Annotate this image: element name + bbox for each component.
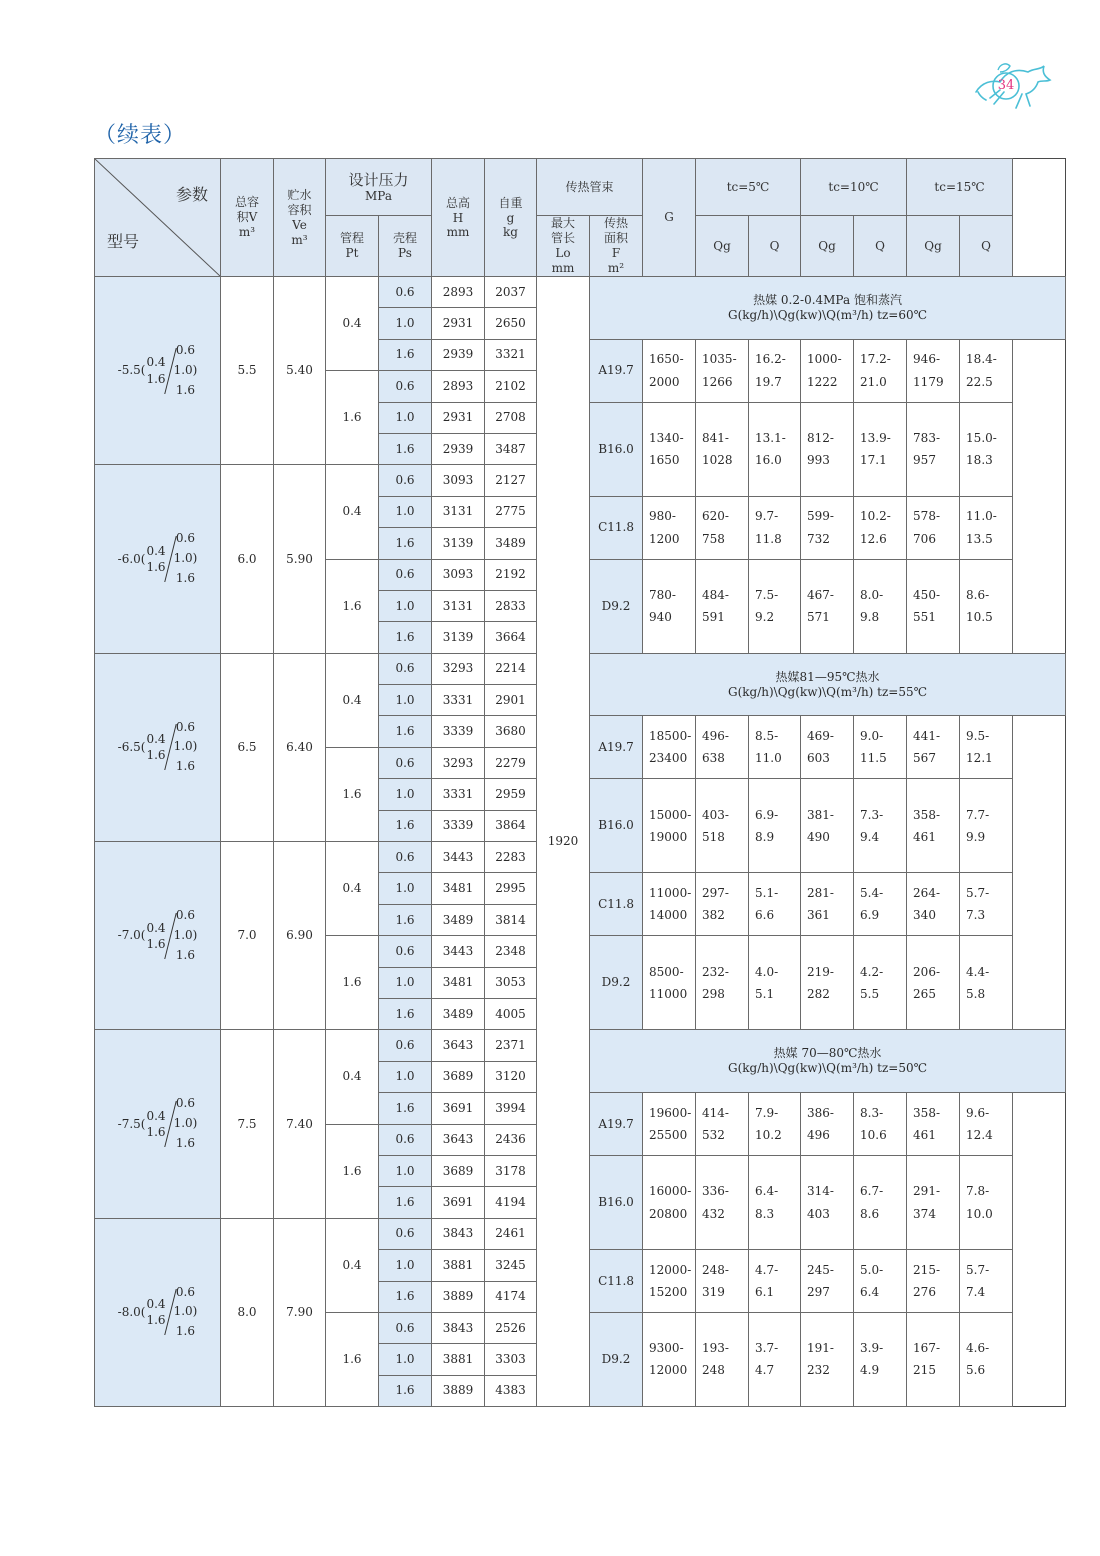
qg5-cell: 620- 758 bbox=[696, 496, 749, 559]
weight-cell: 2833 bbox=[485, 590, 537, 621]
height-cell: 3293 bbox=[432, 747, 485, 778]
model-label: -6.5( 0.4 1.6 0.6 1.0) 1.6 bbox=[117, 719, 198, 774]
weight-cell: 2650 bbox=[485, 308, 537, 339]
q15-cell: 4.6- 5.6 bbox=[960, 1312, 1013, 1406]
heat-medium-header bbox=[590, 653, 1066, 716]
shell-pressure-cell: 1.6 bbox=[379, 998, 432, 1029]
storage-volume-cell: 7.90 bbox=[274, 1218, 326, 1406]
total-volume-cell: 7.5 bbox=[221, 1030, 274, 1218]
spec-table bbox=[94, 158, 1066, 1407]
height-cell: 3643 bbox=[432, 1124, 485, 1155]
qg10-cell: 219- 282 bbox=[801, 936, 854, 1030]
weight-header: 自重 g kg bbox=[485, 159, 537, 277]
tc10-header: tc=10℃ bbox=[801, 159, 907, 216]
shell-pressure-cell: 1.6 bbox=[379, 904, 432, 935]
qg10-cell: 467- 571 bbox=[801, 559, 854, 653]
height-cell: 3093 bbox=[432, 559, 485, 590]
q15-cell: 9.5- 12.1 bbox=[960, 716, 1013, 779]
storage-volume-header: 贮水 容积 Ve m³ bbox=[274, 159, 326, 277]
heat-area-cell: B16.0 bbox=[590, 1155, 643, 1249]
model-label: -5.5( 0.4 1.6 0.6 1.0) 1.6 bbox=[117, 342, 198, 397]
q15-cell: 15.0- 18.3 bbox=[960, 402, 1013, 496]
param-label: 参数 bbox=[175, 185, 208, 204]
page-number: 34 bbox=[997, 78, 1015, 93]
qg10-cell: 245- 297 bbox=[801, 1250, 854, 1313]
height-cell: 2939 bbox=[432, 339, 485, 370]
total-volume-cell: 6.0 bbox=[221, 465, 274, 653]
weight-cell: 4383 bbox=[485, 1375, 537, 1406]
total-volume-cell: 8.0 bbox=[221, 1218, 274, 1406]
height-cell: 3339 bbox=[432, 810, 485, 841]
qg5-cell: 403- 518 bbox=[696, 779, 749, 873]
heat-area-cell: A19.7 bbox=[590, 339, 643, 402]
qg10-header: Qg bbox=[801, 216, 854, 277]
max-tube-length-header: 最大 管长 Lo mm bbox=[537, 216, 590, 277]
total-height-header: 总高 H mm bbox=[432, 159, 485, 277]
heat-medium-formula: G(kg/h)\Qg(kw)\Q(m³/h) tz=50℃ bbox=[728, 1061, 928, 1076]
q5-cell: 6.4- 8.3 bbox=[749, 1155, 801, 1249]
q5-cell: 9.7- 11.8 bbox=[749, 496, 801, 559]
qg5-cell: 248- 319 bbox=[696, 1250, 749, 1313]
qg10-cell: 1000- 1222 bbox=[801, 339, 854, 402]
corner-header bbox=[95, 159, 221, 277]
q10-cell: 17.2- 21.0 bbox=[854, 339, 907, 402]
qg5-cell: 414- 532 bbox=[696, 1093, 749, 1156]
g-range-cell: 1650- 2000 bbox=[643, 339, 696, 402]
qg5-cell: 484- 591 bbox=[696, 559, 749, 653]
qg5-cell: 496- 638 bbox=[696, 716, 749, 779]
height-cell: 3293 bbox=[432, 653, 485, 684]
weight-cell: 3489 bbox=[485, 528, 537, 559]
storage-volume-cell: 6.90 bbox=[274, 842, 326, 1030]
height-cell: 3881 bbox=[432, 1250, 485, 1281]
g-range-cell: 9300- 12000 bbox=[643, 1312, 696, 1406]
model-cell bbox=[95, 1218, 221, 1406]
heat-medium-header bbox=[590, 277, 1066, 340]
shell-pressure-cell: 1.6 bbox=[379, 1281, 432, 1312]
height-cell: 3691 bbox=[432, 1187, 485, 1218]
weight-cell: 3664 bbox=[485, 622, 537, 653]
height-cell: 2939 bbox=[432, 433, 485, 464]
heat-area-cell: B16.0 bbox=[590, 779, 643, 873]
shell-pressure-cell: 0.6 bbox=[379, 559, 432, 590]
q5-cell: 7.9- 10.2 bbox=[749, 1093, 801, 1156]
q15-cell: 5.7- 7.3 bbox=[960, 873, 1013, 936]
qg5-cell: 1035- 1266 bbox=[696, 339, 749, 402]
height-cell: 3331 bbox=[432, 779, 485, 810]
heat-medium-title: 热媒81—95℃热水 bbox=[775, 669, 880, 684]
shell-pressure-cell: 1.6 bbox=[379, 810, 432, 841]
tube-pressure-cell: 0.4 bbox=[326, 842, 379, 936]
max-tube-length-cell: 1920 bbox=[537, 277, 590, 1407]
height-cell: 3489 bbox=[432, 998, 485, 1029]
heat-area-cell: D9.2 bbox=[590, 1312, 643, 1406]
heat-area-cell: C11.8 bbox=[590, 1250, 643, 1313]
qg15-cell: 264- 340 bbox=[907, 873, 960, 936]
qg5-cell: 841- 1028 bbox=[696, 402, 749, 496]
tube-pressure-cell: 0.4 bbox=[326, 465, 379, 559]
height-cell: 2893 bbox=[432, 371, 485, 402]
weight-cell: 3178 bbox=[485, 1155, 537, 1186]
qg5-cell: 297- 382 bbox=[696, 873, 749, 936]
design-pressure-header: 设计压力 MPa bbox=[326, 159, 432, 216]
qg15-cell: 215- 276 bbox=[907, 1250, 960, 1313]
weight-cell: 2348 bbox=[485, 936, 537, 967]
weight-cell: 3303 bbox=[485, 1344, 537, 1375]
tube-bundle-header: 传热管束 bbox=[537, 159, 643, 216]
heat-area-cell: A19.7 bbox=[590, 716, 643, 779]
weight-cell: 2283 bbox=[485, 842, 537, 873]
height-cell: 3339 bbox=[432, 716, 485, 747]
qg15-cell: 783- 957 bbox=[907, 402, 960, 496]
weight-cell: 2526 bbox=[485, 1312, 537, 1343]
height-cell: 3139 bbox=[432, 528, 485, 559]
tube-pressure-cell: 1.6 bbox=[326, 1124, 379, 1218]
q5-cell: 8.5- 11.0 bbox=[749, 716, 801, 779]
weight-cell: 2192 bbox=[485, 559, 537, 590]
height-cell: 3689 bbox=[432, 1061, 485, 1092]
height-cell: 3093 bbox=[432, 465, 485, 496]
height-cell: 2931 bbox=[432, 308, 485, 339]
height-cell: 3131 bbox=[432, 590, 485, 621]
heat-area-cell: C11.8 bbox=[590, 873, 643, 936]
weight-cell: 2901 bbox=[485, 685, 537, 716]
q5-cell: 16.2- 19.7 bbox=[749, 339, 801, 402]
tube-pressure-cell: 0.4 bbox=[326, 1218, 379, 1312]
height-cell: 3139 bbox=[432, 622, 485, 653]
g-range-cell: 19600- 25500 bbox=[643, 1093, 696, 1156]
height-cell: 3843 bbox=[432, 1312, 485, 1343]
shell-pressure-cell: 0.6 bbox=[379, 747, 432, 778]
qg15-cell: 358- 461 bbox=[907, 779, 960, 873]
weight-cell: 3321 bbox=[485, 339, 537, 370]
shell-pressure-cell: 0.6 bbox=[379, 465, 432, 496]
q5-header: Q bbox=[749, 216, 801, 277]
q5-cell: 7.5- 9.2 bbox=[749, 559, 801, 653]
weight-cell: 2708 bbox=[485, 402, 537, 433]
height-cell: 3889 bbox=[432, 1281, 485, 1312]
tube-pressure-cell: 1.6 bbox=[326, 936, 379, 1030]
height-cell: 3889 bbox=[432, 1375, 485, 1406]
height-cell: 3481 bbox=[432, 873, 485, 904]
weight-cell: 4005 bbox=[485, 998, 537, 1029]
shell-pressure-cell: 1.0 bbox=[379, 967, 432, 998]
q5-cell: 13.1- 16.0 bbox=[749, 402, 801, 496]
g-range-cell: 15000- 19000 bbox=[643, 779, 696, 873]
model-label: -7.5( 0.4 1.6 0.6 1.0) 1.6 bbox=[117, 1096, 198, 1150]
height-cell: 3443 bbox=[432, 842, 485, 873]
height-cell: 3843 bbox=[432, 1218, 485, 1249]
heat-area-cell: A19.7 bbox=[590, 1093, 643, 1156]
g-range-cell: 16000- 20800 bbox=[643, 1155, 696, 1249]
storage-volume-cell: 7.40 bbox=[274, 1030, 326, 1218]
g-range-cell: 980- 1200 bbox=[643, 496, 696, 559]
shell-pressure-cell: 1.6 bbox=[379, 433, 432, 464]
q15-cell: 7.7- 9.9 bbox=[960, 779, 1013, 873]
tube-pressure-cell: 0.4 bbox=[326, 277, 379, 371]
qg10-cell: 191- 232 bbox=[801, 1312, 854, 1406]
weight-cell: 3994 bbox=[485, 1093, 537, 1124]
g-range-cell: 780- 940 bbox=[643, 559, 696, 653]
weight-cell: 2127 bbox=[485, 465, 537, 496]
shell-pressure-cell: 1.6 bbox=[379, 716, 432, 747]
q10-cell: 4.2- 5.5 bbox=[854, 936, 907, 1030]
shell-pressure-cell: 1.6 bbox=[379, 528, 432, 559]
qg10-cell: 281- 361 bbox=[801, 873, 854, 936]
q10-cell: 6.7- 8.6 bbox=[854, 1155, 907, 1249]
model-label: 型号 bbox=[107, 232, 140, 251]
qg15-header: Qg bbox=[907, 216, 960, 277]
tube-pressure-cell: 1.6 bbox=[326, 371, 379, 465]
q10-cell: 10.2- 12.6 bbox=[854, 496, 907, 559]
weight-cell: 2461 bbox=[485, 1218, 537, 1249]
q10-cell: 8.0- 9.8 bbox=[854, 559, 907, 653]
tube-side-header: 管程 Pt bbox=[326, 216, 379, 277]
model-cell bbox=[95, 1030, 221, 1218]
weight-cell: 2037 bbox=[485, 277, 537, 308]
shell-pressure-cell: 0.6 bbox=[379, 371, 432, 402]
q5-cell: 3.7- 4.7 bbox=[749, 1312, 801, 1406]
q15-cell: 11.0- 13.5 bbox=[960, 496, 1013, 559]
q5-cell: 4.0- 5.1 bbox=[749, 936, 801, 1030]
shell-pressure-cell: 1.0 bbox=[379, 590, 432, 621]
weight-cell: 2959 bbox=[485, 779, 537, 810]
shell-pressure-cell: 1.0 bbox=[379, 1344, 432, 1375]
q15-cell: 4.4- 5.8 bbox=[960, 936, 1013, 1030]
weight-cell: 3053 bbox=[485, 967, 537, 998]
shell-pressure-cell: 1.0 bbox=[379, 1250, 432, 1281]
q10-cell: 13.9- 17.1 bbox=[854, 402, 907, 496]
weight-cell: 2775 bbox=[485, 496, 537, 527]
weight-cell: 2102 bbox=[485, 371, 537, 402]
g-range-cell: 1340- 1650 bbox=[643, 402, 696, 496]
shell-pressure-cell: 1.0 bbox=[379, 685, 432, 716]
q15-cell: 8.6- 10.5 bbox=[960, 559, 1013, 653]
shell-pressure-cell: 1.0 bbox=[379, 402, 432, 433]
storage-volume-cell: 6.40 bbox=[274, 653, 326, 841]
tube-pressure-cell: 1.6 bbox=[326, 747, 379, 841]
shell-pressure-cell: 0.6 bbox=[379, 1312, 432, 1343]
tc5-header: tc=5℃ bbox=[696, 159, 801, 216]
heat-medium-title: 热媒 0.2-0.4MPa 饱和蒸汽 bbox=[753, 292, 902, 307]
height-cell: 3643 bbox=[432, 1030, 485, 1061]
shell-pressure-cell: 1.6 bbox=[379, 1093, 432, 1124]
qg15-cell: 358- 461 bbox=[907, 1093, 960, 1156]
heat-medium-formula: G(kg/h)\Qg(kw)\Q(m³/h) tz=60℃ bbox=[728, 307, 928, 322]
heat-medium-formula: G(kg/h)\Qg(kw)\Q(m³/h) tz=55℃ bbox=[728, 684, 928, 699]
q10-cell: 5.4- 6.9 bbox=[854, 873, 907, 936]
shell-pressure-cell: 1.0 bbox=[379, 496, 432, 527]
qg5-header: Qg bbox=[696, 216, 749, 277]
tube-pressure-cell: 0.4 bbox=[326, 653, 379, 747]
q10-cell: 9.0- 11.5 bbox=[854, 716, 907, 779]
model-cell bbox=[95, 465, 221, 653]
tube-pressure-cell: 1.6 bbox=[326, 559, 379, 653]
weight-cell: 4174 bbox=[485, 1281, 537, 1312]
heat-area-cell: B16.0 bbox=[590, 402, 643, 496]
q10-cell: 3.9- 4.9 bbox=[854, 1312, 907, 1406]
qg10-cell: 812- 993 bbox=[801, 402, 854, 496]
q15-cell: 7.8- 10.0 bbox=[960, 1155, 1013, 1249]
q10-cell: 8.3- 10.6 bbox=[854, 1093, 907, 1156]
shell-pressure-cell: 0.6 bbox=[379, 277, 432, 308]
spec-table-body bbox=[95, 277, 1066, 1407]
shell-pressure-cell: 1.0 bbox=[379, 1155, 432, 1186]
q10-header: Q bbox=[854, 216, 907, 277]
g-range-cell: 11000- 14000 bbox=[643, 873, 696, 936]
height-cell: 3881 bbox=[432, 1344, 485, 1375]
qg15-cell: 206- 265 bbox=[907, 936, 960, 1030]
total-volume-cell: 5.5 bbox=[221, 277, 274, 465]
height-cell: 2893 bbox=[432, 277, 485, 308]
model-label: -6.0( 0.4 1.6 0.6 1.0) 1.6 bbox=[117, 531, 198, 585]
tube-pressure-cell: 1.6 bbox=[326, 1312, 379, 1406]
shell-pressure-cell: 1.0 bbox=[379, 308, 432, 339]
weight-cell: 3680 bbox=[485, 716, 537, 747]
total-volume-header: 总容 积V m³ bbox=[221, 159, 274, 277]
shell-pressure-cell: 0.6 bbox=[379, 1124, 432, 1155]
storage-volume-cell: 5.90 bbox=[274, 465, 326, 653]
weight-cell: 3487 bbox=[485, 433, 537, 464]
height-cell: 3443 bbox=[432, 936, 485, 967]
qg15-cell: 291- 374 bbox=[907, 1155, 960, 1249]
total-volume-cell: 6.5 bbox=[221, 653, 274, 841]
page-title: （续表） bbox=[94, 123, 187, 148]
q15-cell: 18.4- 22.5 bbox=[960, 339, 1013, 402]
weight-cell: 3814 bbox=[485, 904, 537, 935]
qg15-cell: 946- 1179 bbox=[907, 339, 960, 402]
qg10-cell: 386- 496 bbox=[801, 1093, 854, 1156]
q5-cell: 6.9- 8.9 bbox=[749, 779, 801, 873]
table-row bbox=[95, 277, 1066, 308]
heat-area-cell: D9.2 bbox=[590, 936, 643, 1030]
shell-pressure-cell: 1.0 bbox=[379, 873, 432, 904]
weight-cell: 2995 bbox=[485, 873, 537, 904]
qg5-cell: 232- 298 bbox=[696, 936, 749, 1030]
q5-cell: 5.1- 6.6 bbox=[749, 873, 801, 936]
model-cell bbox=[95, 653, 221, 841]
model-cell bbox=[95, 277, 221, 465]
heat-area-header: 传热 面积 F m² bbox=[590, 216, 643, 277]
q10-cell: 7.3- 9.4 bbox=[854, 779, 907, 873]
qg15-cell: 450- 551 bbox=[907, 559, 960, 653]
height-cell: 3489 bbox=[432, 904, 485, 935]
qg5-cell: 193- 248 bbox=[696, 1312, 749, 1406]
height-cell: 3331 bbox=[432, 685, 485, 716]
weight-cell: 4194 bbox=[485, 1187, 537, 1218]
qg15-cell: 441- 567 bbox=[907, 716, 960, 779]
shell-pressure-cell: 0.6 bbox=[379, 1218, 432, 1249]
qg15-cell: 578- 706 bbox=[907, 496, 960, 559]
model-label: -8.0( 0.4 1.6 0.6 1.0) 1.6 bbox=[117, 1284, 198, 1339]
qg10-cell: 599- 732 bbox=[801, 496, 854, 559]
shell-pressure-cell: 1.6 bbox=[379, 339, 432, 370]
weight-cell: 2279 bbox=[485, 747, 537, 778]
qg10-cell: 469- 603 bbox=[801, 716, 854, 779]
total-volume-cell: 7.0 bbox=[221, 842, 274, 1030]
shell-pressure-cell: 0.6 bbox=[379, 653, 432, 684]
heat-medium-title: 热媒 70—80℃热水 bbox=[773, 1046, 882, 1061]
qg5-cell: 336- 432 bbox=[696, 1155, 749, 1249]
tube-pressure-cell: 0.4 bbox=[326, 1030, 379, 1124]
height-cell: 3131 bbox=[432, 496, 485, 527]
shell-pressure-cell: 1.6 bbox=[379, 1187, 432, 1218]
shell-side-header: 壳程 Ps bbox=[379, 216, 432, 277]
height-cell: 3691 bbox=[432, 1093, 485, 1124]
g-range-cell: 8500- 11000 bbox=[643, 936, 696, 1030]
q5-cell: 4.7- 6.1 bbox=[749, 1250, 801, 1313]
shell-pressure-cell: 1.0 bbox=[379, 779, 432, 810]
height-cell: 3689 bbox=[432, 1155, 485, 1186]
weight-cell: 2214 bbox=[485, 653, 537, 684]
q15-cell: 9.6- 12.4 bbox=[960, 1093, 1013, 1156]
weight-cell: 2436 bbox=[485, 1124, 537, 1155]
tc15-header: tc=15℃ bbox=[907, 159, 1013, 216]
model-cell bbox=[95, 842, 221, 1030]
qg10-cell: 314- 403 bbox=[801, 1155, 854, 1249]
shell-pressure-cell: 1.6 bbox=[379, 1375, 432, 1406]
weight-cell: 3245 bbox=[485, 1250, 537, 1281]
shell-pressure-cell: 0.6 bbox=[379, 936, 432, 967]
heat-area-cell: C11.8 bbox=[590, 496, 643, 559]
g-header: G bbox=[643, 159, 696, 277]
height-cell: 2931 bbox=[432, 402, 485, 433]
shell-pressure-cell: 0.6 bbox=[379, 842, 432, 873]
weight-cell: 3120 bbox=[485, 1061, 537, 1092]
qg15-cell: 167- 215 bbox=[907, 1312, 960, 1406]
q15-header: Q bbox=[960, 216, 1013, 277]
shell-pressure-cell: 1.0 bbox=[379, 1061, 432, 1092]
storage-volume-cell: 5.40 bbox=[274, 277, 326, 465]
shell-pressure-cell: 1.6 bbox=[379, 622, 432, 653]
heat-area-cell: D9.2 bbox=[590, 559, 643, 653]
q10-cell: 5.0- 6.4 bbox=[854, 1250, 907, 1313]
qg10-cell: 381- 490 bbox=[801, 779, 854, 873]
model-label: -7.0( 0.4 1.6 0.6 1.0) 1.6 bbox=[117, 908, 198, 962]
g-range-cell: 18500- 23400 bbox=[643, 716, 696, 779]
weight-cell: 2371 bbox=[485, 1030, 537, 1061]
shell-pressure-cell: 0.6 bbox=[379, 1030, 432, 1061]
g-range-cell: 12000- 15200 bbox=[643, 1250, 696, 1313]
heat-medium-header bbox=[590, 1030, 1066, 1093]
height-cell: 3481 bbox=[432, 967, 485, 998]
weight-cell: 3864 bbox=[485, 810, 537, 841]
q15-cell: 5.7- 7.4 bbox=[960, 1250, 1013, 1313]
